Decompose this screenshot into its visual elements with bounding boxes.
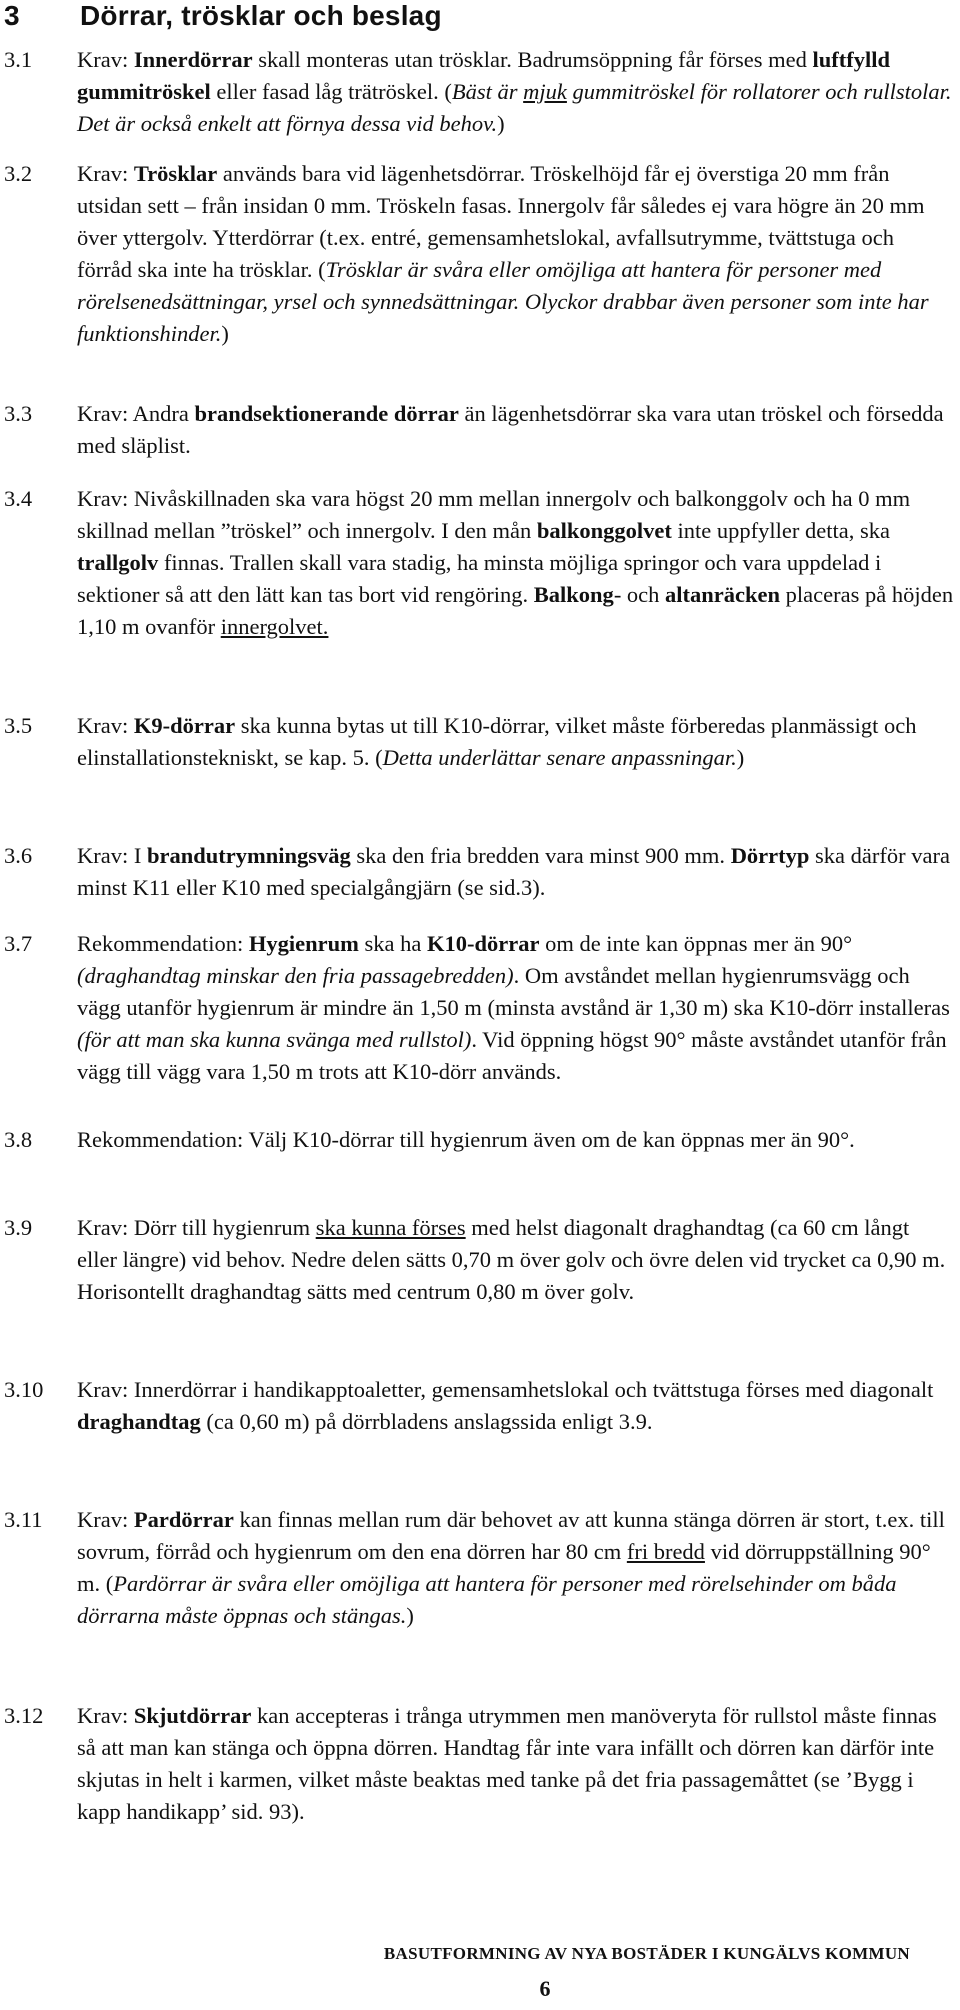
item-text [77,1504,954,1632]
item-number: 3.7 [4,931,33,956]
text-run: . Om avståndet mellan hygienrumsvägg och vägg utanför hygienrum är mindre än 1,50 m (minsta avstånd är 1,30 m) ska K10-dörr installeras [77,963,950,1020]
text-run: vid dörruppställning 90° m. ( [77,1539,931,1596]
item-number: 3.8 [4,1127,33,1152]
text-run: om de inte kan öppnas mer än 90° [539,931,853,956]
text-run: används bara vid lägenhetsdörrar. Tröskelhöjd får ej överstiga 20 mm från utsidan sett – från insidan 0 mm. Tröskeln fasas. Innergolv får således ej vara högre än 20 mm över yttergolv. Ytterdörrar (t.ex. entré, gemensamhetslokal, avfallsutrymme, tvättstuga och förråd ska inte ha trösklar. ( [77,161,925,282]
text-run: trallgolv [77,550,159,575]
text-run: Krav: I [77,843,147,868]
item-text [77,483,954,643]
requirement-item [4,928,954,1088]
requirement-item [4,1212,954,1308]
text-run: Krav: Andra [77,401,195,426]
text-run: K10-dörrar [426,931,540,956]
text-run: ) [736,745,745,770]
text-run: ) [221,321,229,346]
requirement-item [4,1374,954,1438]
item-number: 3.1 [4,47,33,72]
item-number: 3.10 [4,1377,44,1402]
text-run: finnas. Trallen skall vara stadig, ha minsta möjliga springor och vara uppdelad i sektioner så att den lätt kan tas bort vid rengöring. [77,550,882,607]
text-run: fri bredd [626,1539,705,1564]
item-number: 3.2 [4,161,33,186]
text-run: ska den fria bredden vara minst 900 mm. [350,843,731,868]
item-text [77,44,954,140]
item-number: 3.4 [4,486,33,511]
text-run: (draghandtag minskar den fria passagebredden) [77,963,514,988]
text-run: Krav: Nivåskillnaden ska vara högst 20 mm mellan innergolv och balkonggolv och ha 0 mm skillnad mellan ”tröskel” och innergolv. I den mån [77,486,911,543]
item-text [77,158,954,350]
text-run: ska kunna bytas ut till K10-dörrar, vilket måste förberedas planmässigt och elinstallationstekniskt, se kap. 5. ( [77,713,917,770]
item-text [77,710,954,774]
section-heading [4,0,442,32]
requirement-item [4,158,954,350]
item-text [77,1212,954,1308]
requirement-item [4,1700,954,1828]
text-run: Krav: [77,1507,134,1532]
text-run: placeras på höjden 1,10 m ovanför [77,582,954,639]
text-run: brandsektionerande dörrar [194,401,459,426]
item-text [77,398,954,462]
text-run: Innerdörrar [133,47,253,72]
text-run: Bäst är [451,79,524,104]
text-run: Rekommendation: [77,931,249,956]
requirement-item [4,840,954,904]
item-number: 3.9 [4,1215,33,1240]
text-run: ) [497,111,505,136]
text-run: Pardörrar är svåra eller omöjliga att hantera för personer med rörelsehinder om båda dörrarna måste öppnas och stängas. [77,1571,897,1628]
item-text [77,1374,954,1438]
item-text [77,928,954,1088]
text-run: ) [406,1603,414,1628]
text-run: Pardörrar [133,1507,234,1532]
text-run: balkonggolvet [536,518,672,543]
requirement-item [4,710,954,774]
text-run: mjuk [523,79,567,104]
text-run: ska kunna förses [315,1215,466,1240]
requirement-item [4,483,954,643]
text-run: luftfylld gummitröskel [77,47,890,104]
text-run: skall monteras utan trösklar. Badrumsöppning får förses med [252,47,813,72]
text-run: Trösklar är svåra eller omöjliga att hantera för personer med rörelsenedsättningar, yrsel och synnedsättningar. Olyckor drabbar även personer som inte har funktionshinder. [77,257,929,346]
section-title: Dörrar, trösklar och beslag [80,0,442,31]
page-number: 6 [539,1976,551,2001]
text-run: ska därför vara minst K11 eller K10 med specialgångjärn (se sid.3). [77,843,950,900]
item-text [77,1124,954,1156]
text-run: Hygienrum [248,931,359,956]
text-run: Krav: Innerdörrar i handikapptoaletter, gemensamhetslokal och tvättstuga förses med diagonalt [77,1377,934,1402]
text-run: Krav: [77,47,134,72]
text-run: brandutrymningsväg [146,843,351,868]
text-run: Skjutdörrar [133,1703,252,1728]
text-run: K9-dörrar [133,713,236,738]
text-run: - och [613,582,666,607]
text-run: med helst diagonalt draghandtag (ca 60 cm långt eller längre) vid behov. Nedre delen sätts 0,70 m över golv och övre delen vid trycket ca 0,90 m. Horisontellt draghandtag sätts med centrum 0,80 m över golv. [77,1215,946,1304]
text-run: altanräcken [665,582,781,607]
item-text [77,840,954,904]
text-run: Detta underlättar senare anpassningar. [382,745,737,770]
text-run: (för att man ska kunna svänga med rullstol) [77,1027,472,1052]
text-run: Krav: [77,1703,134,1728]
text-run: inte uppfyller detta, ska [671,518,890,543]
text-run: eller fasad låg trätröskel. ( [210,79,452,104]
text-run: Dörrtyp [730,843,810,868]
text-run: draghandtag [77,1409,201,1434]
text-run: Rekommendation: Välj K10-dörrar till hygienrum även om de kan öppnas mer än 90°. [77,1127,855,1152]
requirement-item [4,1124,954,1156]
text-run: än lägenhetsdörrar ska vara utan tröskel och försedda med släplist. [77,401,944,458]
text-run: gummitröskel för rollatorer och rullstolar. Det är också enkelt att förnya dessa vid behov. [77,79,952,136]
text-run: ska ha [358,931,427,956]
text-run: innergolvet. [220,614,329,639]
text-run: (ca 0,60 m) på dörrbladens anslagssida enligt 3.9. [200,1409,653,1434]
requirement-item [4,1504,954,1632]
item-number: 3.3 [4,401,33,426]
requirement-item [4,398,954,462]
text-run: Balkong [533,582,614,607]
text-run: kan finnas mellan rum där behovet av att kunna stänga dörren är stort, t.ex. till sovrum, förråd och hygienrum om den ena dörren har 80 cm [77,1507,945,1564]
item-text [77,1700,954,1828]
text-run: Krav: [77,161,134,186]
requirement-item [4,44,954,140]
item-number: 3.6 [4,843,33,868]
item-number: 3.5 [4,713,33,738]
text-run: . Vid öppning högst 90° måste avståndet utanför från vägg till vägg vara 1,50 m trots att K10-dörr används. [77,1027,947,1084]
item-number: 3.12 [4,1703,44,1728]
text-run: Krav: [77,713,134,738]
text-run: Trösklar [133,161,218,186]
text-run: Krav: Dörr till hygienrum [77,1215,316,1240]
footer-title: BASUTFORMNING AV NYA BOSTÄDER I KUNGÄLVS KOMMUN [383,1944,910,1963]
section-number: 3 [4,0,20,31]
text-run: kan accepteras i trånga utrymmen men manöveryta för rullstol måste finnas så att man kan stänga och öppna dörren. Handtag får inte vara infällt och dörren kan därför inte skjutas in helt i karmen, vilket måste beaktas med tanke på det fria passagemåttet (se ’Bygg i kapp handikapp’ sid. 93). [77,1703,937,1824]
item-number: 3.11 [4,1507,43,1532]
